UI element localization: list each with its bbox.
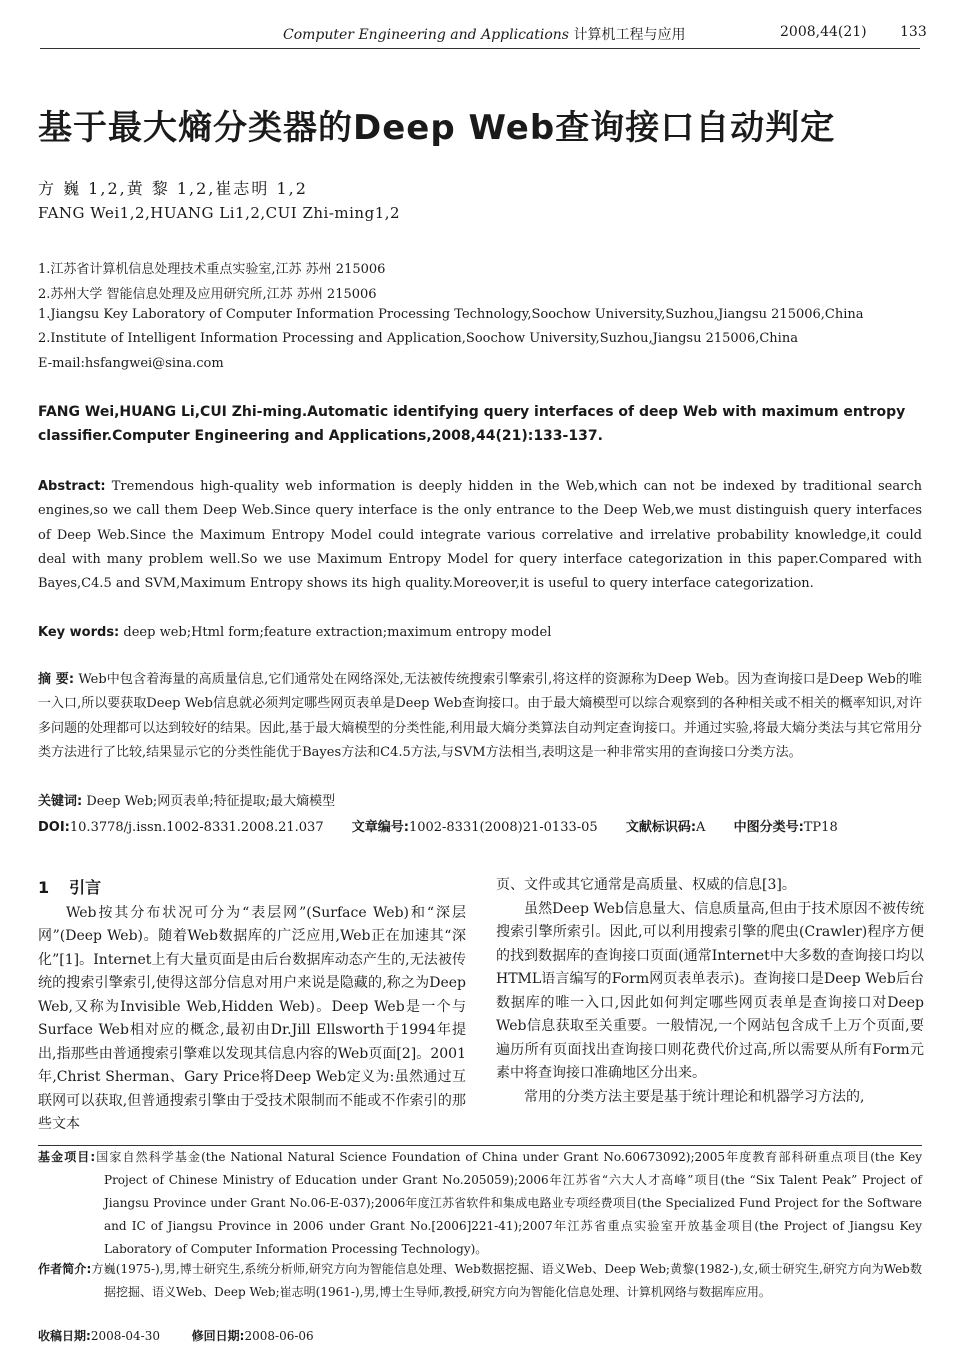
affiliation-1-en: 1.Jiangsu Key Laboratory of Computer Information Processing Technology,Soochow University,Suzhou,Jiangsu 215006,China — [38, 307, 864, 322]
abstract-text: Tremendous high-quality web information is deeply hidden in the Web,which can not be indexed by traditional search engines,so we call them Deep Web.Since query interface is the only entrance to the Deep Web,we must distinguish query interfaces of Deep Web.Since the Maximum Entropy Model could integrate various correlative and irrelative probability knowledge,it could deal with many problem well.So we use Maximum Entropy Model for query interface categorization in this paper.Compared with Bayes,C4.5 and SVM,Maximum Entropy shows its high quality.Moreover,it is useful to query interface categorization. — [38, 479, 922, 592]
abstract-cn-text: Web中包含着海量的高质量信息,它们通常处在网络深处,无法被传统搜索引擎索引,将这样的资源称为Deep Web。因为查询接口是Deep Web的唯一入口,所以要获取Deep Web信息就必须判定哪些网页表单是Deep Web查询接口。由于最大熵模型可以综合观察到的各种相关或不相关的概率知识,对许多问题的处理都可以达到较好的结果。因此,基于最大熵模型的分类性能,利用最大熵分类算法自动判定查询接口。并通过实验,将最大熵分类法与其它常用分类方法进行了比较,结果显示它的分类性能优于Bayes方法和C4.5方法,与SVM方法相当,表明这是一种非常实用的查询接口分类方法。 — [38, 672, 922, 760]
body-left-column — [38, 876, 466, 1137]
keywords-cn — [38, 790, 922, 814]
page-number: 133 — [900, 24, 927, 40]
dates-footnote: 收稿日期:2008-04-30 修回日期:2008-06-06 — [38, 1329, 314, 1343]
doi-value[interactable]: 10.3778/j.issn.1002-8331.2008.21.037 — [69, 820, 324, 835]
affiliation-2-cn: 2.苏州大学 智能信息处理及应用研究所,江苏 苏州 215006 — [38, 287, 377, 302]
doi-line: DOI:10.3778/j.issn.1002-8331.2008.21.037 文章编号:1002-8331(2008)21-0133-05 文献标识码:A 中图分类号:TP18 — [38, 820, 838, 835]
abstract-cn — [38, 668, 922, 765]
journal-name: Computer Engineering and Applications 计算机工程与应用 — [283, 27, 686, 43]
keywords-text: deep web;Html form;feature extraction;maximum entropy model — [123, 625, 552, 640]
header-divider — [40, 48, 920, 49]
keywords — [38, 621, 922, 645]
citation: FANG Wei,HUANG Li,CUI Zhi-ming.Automatic identifying query interfaces of deep Web with maximum entropy classifier.Computer Engineering and Applications,2008,44(21):133-137. — [38, 404, 906, 444]
body-paragraph: Web按其分布状况可分为“表层网”(Surface Web)和“深层网”(Deep Web)。随着Web数据库的广泛应用,Web正在加速其“深化”[1]。Internet上有大量页面是由后台数据库动态产生的,无法被传统的搜索引擎索引,使得这部分信息对用户来说是隐藏的,称之为Deep Web,又称为Invisible Web,Hidden Web)。Deep Web是一个与Surface Web相对应的概念,最初由Dr.Jill Ellsworth于1994年提出,指那些由普通搜索引擎难以发现其信息内容的Web页面[2]。2001年,Christ Sherman、Gary Price将Deep Web定义为:虽然通过互联网可以获取,但普通搜索引擎由于受技术限制而不能或不作索引的那些文本 — [38, 904, 466, 1132]
body-paragraph: 常用的分类方法主要是基于统计理论和机器学习方法的, — [524, 1088, 865, 1105]
keywords-cn-text: Deep Web;网页表单;特征提取;最大熵模型 — [86, 794, 336, 809]
keywords-label: Key words: — [38, 625, 120, 640]
volume-issue: 2008,44(21) — [780, 24, 867, 40]
body-paragraph: 虽然Deep Web信息量大、信息质量高,但由于技术原因不被传统搜索引擎所索引。因此,可以利用搜索引擎的爬虫(Crawler)程序方便的找到数据库的查询接口页面(通常Internet中大多数的查询接口均以HTML语言编写的Form网页表单表示)。查询接口是Deep Web后台数据库的唯一入口,因此如何判定哪些网页表单是查询接口对Deep Web信息获取至关重要。一般情况,一个网站包含成千上万个页面,要遍历所有页面找出查询接口则花费代价过高,所以需要从所有Form元素中将查询接口准确地区分出来。 — [496, 900, 924, 1081]
authors-cn: 方 巍 1,2,黄 黎 1,2,崔志明 1,2 — [38, 179, 308, 198]
abstract-cn-label: 摘 要: — [38, 672, 75, 687]
body-right-column — [496, 874, 924, 1109]
abstract — [38, 475, 922, 596]
author-bio-footnote: 作者简介:方巍(1975-),男,博士研究生,系统分析师,研究方向为智能信息处理、Web数据挖掘、语义Web、Deep Web;黄黎(1982-),女,硕士研究生,研究方向为Web数据挖掘、语义Web、Deep Web;崔志明(1961-),男,博士生导师,教授,研究方向为智能化信息处理、计算机网络与数据库应用。 — [38, 1262, 922, 1299]
running-header — [0, 20, 960, 50]
authors-en: FANG Wei1,2,HUANG Li1,2,CUI Zhi-ming1,2 — [38, 204, 401, 222]
section-heading: 1 引言 — [38, 878, 102, 897]
email[interactable]: E-mail:hsfangwei@sina.com — [38, 356, 224, 371]
affiliation-2-en: 2.Institute of Intelligent Information Processing and Application,Soochow University,Suzhou,Jiangsu 215006,China — [38, 331, 798, 346]
keywords-cn-label: 关键词: — [38, 794, 83, 809]
fund-footnote: 基金项目:国家自然科学基金(the National Natural Science Foundation of China under Grant No.60673092);2005年度教育部科研重点项目(the Key Project of Chinese Ministry of Education under Grant No.205059);2006年江苏省“六大人才高峰”项目(the “Six Talent Peak” Project of Jiangsu Province under Grant No.06-E-037);2006年度江苏省软件和集成电路业专项经费项目(the Specialized Fund Project for the Software and IC of Jiangsu Province in 2006 under Grant No.[2006]221-41);2007年江苏省重点实验室开放基金项目(the Project of Jiangsu Key Laboratory of Computer Information Processing Technology)。 — [38, 1150, 922, 1256]
paper-title: 基于最大熵分类器的Deep Web查询接口自动判定 — [38, 108, 836, 148]
affiliation-1-cn: 1.江苏省计算机信息处理技术重点实验室,江苏 苏州 215006 — [38, 262, 386, 277]
abstract-label: Abstract: — [38, 479, 106, 494]
body-paragraph: 页、文件或其它通常是高质量、权威的信息[3]。 — [496, 877, 796, 893]
